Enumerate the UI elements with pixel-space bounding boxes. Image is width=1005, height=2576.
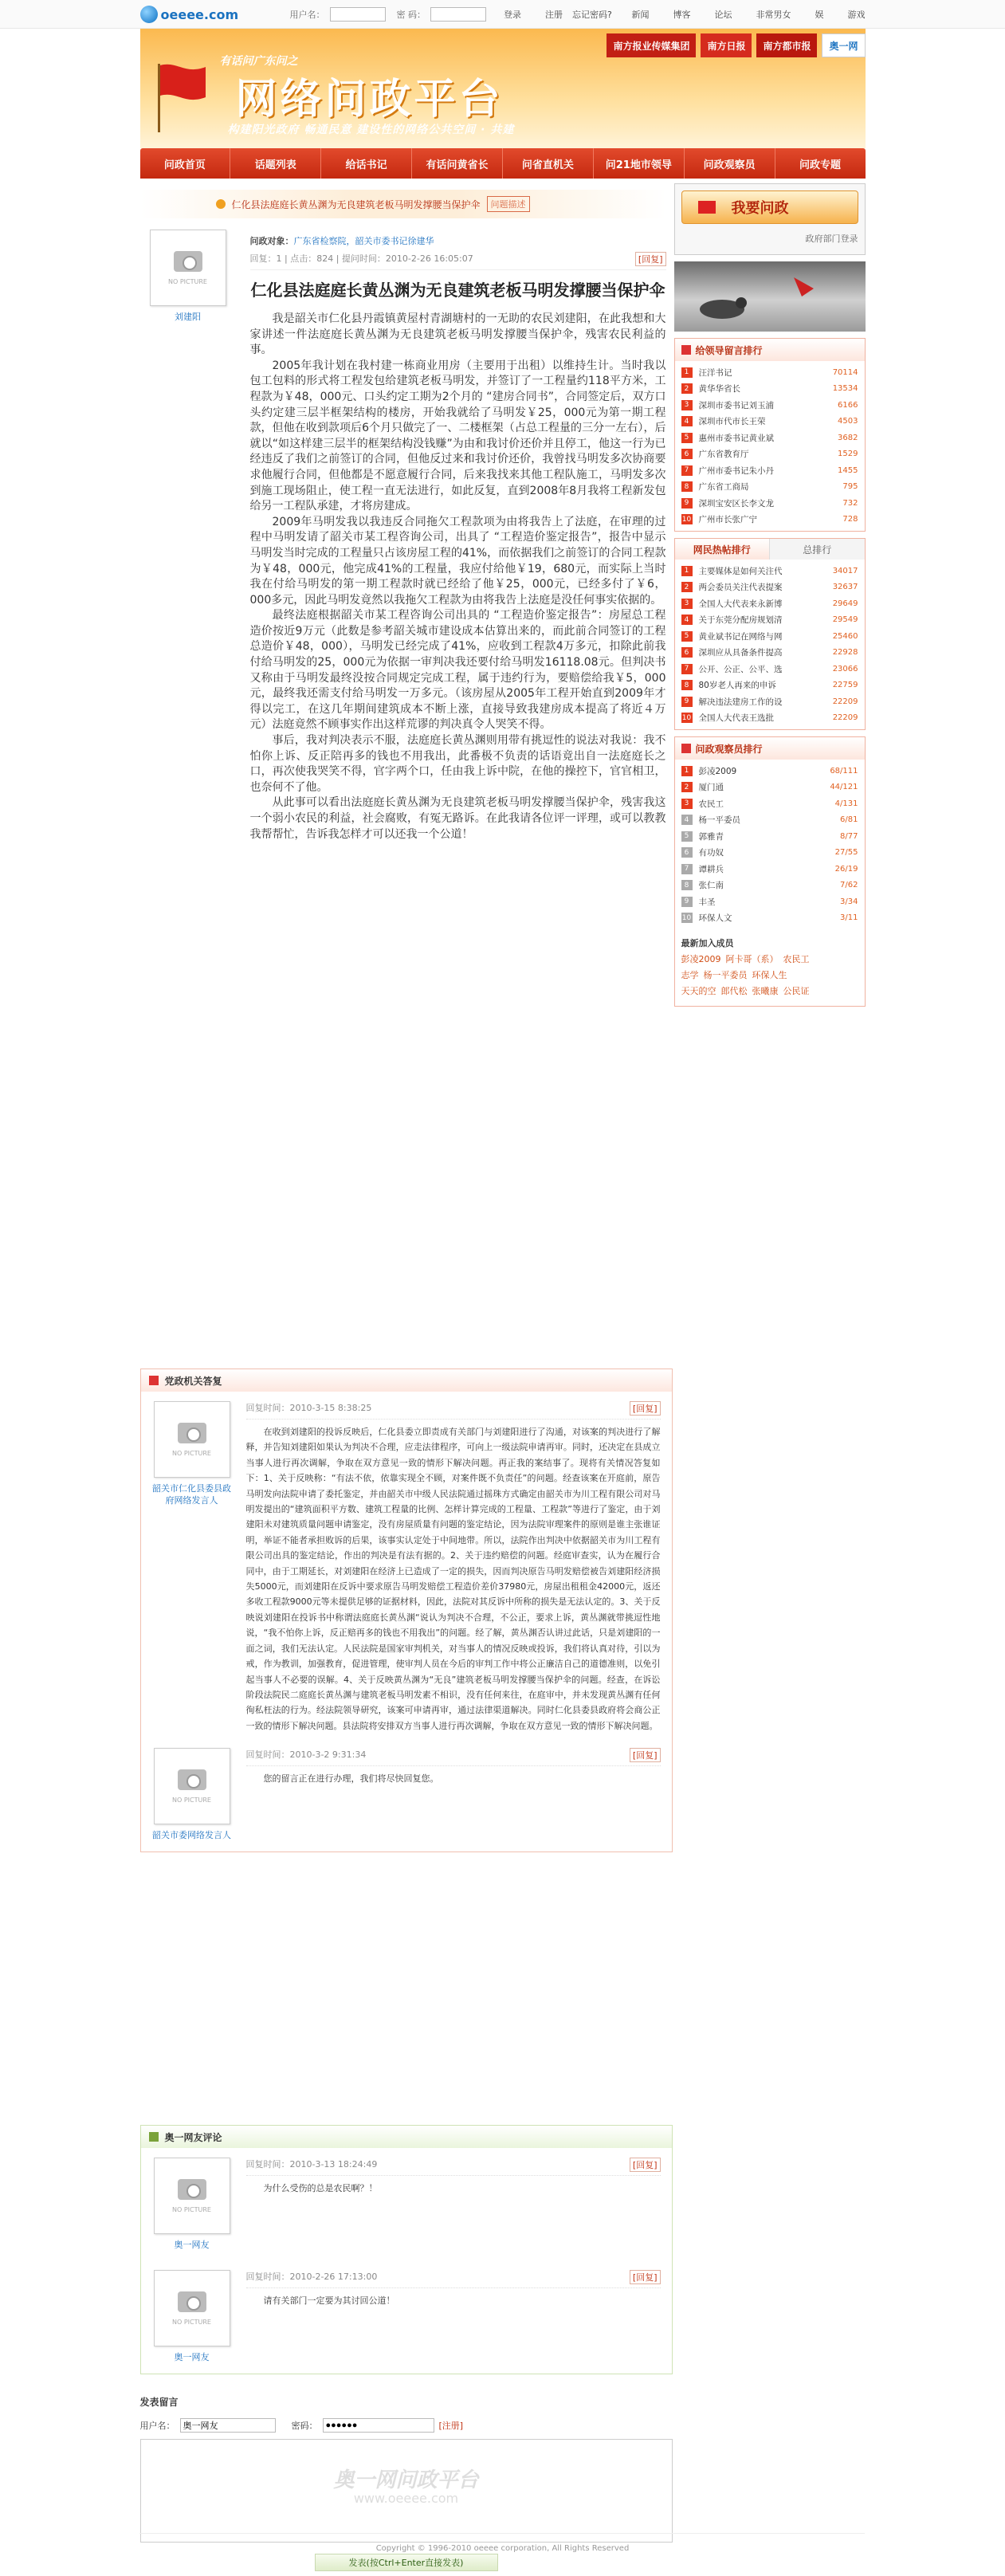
rank-row[interactable] — [681, 512, 858, 528]
comment-textarea[interactable]: 奥一网问政平台 www.oeeee.com — [140, 2439, 673, 2543]
site-logo[interactable]: oeeee.com — [140, 6, 252, 23]
rank-row[interactable] — [681, 381, 858, 398]
member-link[interactable]: 天天的空 — [681, 986, 716, 996]
rank-number: 10 — [681, 913, 692, 922]
toplink-news[interactable]: 新闻 — [631, 10, 650, 20]
rank-number: 8 — [681, 481, 693, 492]
comment-time: 回复时间：2010-2-26 17:13:00 — [245, 2272, 378, 2283]
flag-icon — [698, 201, 716, 214]
username-input[interactable] — [330, 7, 386, 22]
form-title: 发表留言 — [139, 2397, 179, 2408]
rank-row[interactable] — [681, 893, 858, 910]
question-stats: 回复：1 | 点击：824 | 提问时间：2010-2-26 16:05:07 — [249, 253, 473, 264]
commenter-name[interactable]: 奥一网友 — [174, 2352, 210, 2363]
reply-text: 在收到刘建阳的投诉反映后，仁化县委立即责成有关部门与刘建阳进行了沟通，对该案的判决进行了解释，并告知刘建阳如果认为判决不合理，应走法律程序，可向上一级法院申请再审。同时，还决定在县成立当事人进行再次调解，争取在双方意见一致的情形下解决问题。再正我的案结事了。现将有关情况答复如下：1、关于反映称：“有法不依，依靠实现全不顾，对案件既不负责任”的问题。经查该案在开庭前，原告马明发向法院申请了委托鉴定，并由韶关市中级人民法院通过摇珠方式确定由韶关市为川工程有限公司对马明发提出的“建筑面积平方数、建筑工程量的比例、怎样计算完成的工程量、工程款”等进行了鉴定，由于刘建阳未对建筑质量问题申请鉴定，没有房屋质量有问题的鉴定结论，因为法院审理案件的原则是谁主张谁证明，举证不能者承担败诉的后果，该事实认定处于中间地带。所以，法院作出判决中依据韶关市为川工程有限公司出具的鉴定结论，作出的判决是有法有据的。2、关于违约赔偿的问题。经庭审查实，认为在履行合同中，由于工期延长，对刘建阳在经济上已造成了一定的损失，因而判决原告马明发赔偿被告刘建阳经济损失5000元，而刘建阳在反诉中要求原告马明发赔偿工程造价差价37980元，房屋出租租金42000元，返还多收工程款9000元等未提供足够的证据材料，因此，法院对其反诉中所称的损失是无法认定的。3、关于反映说刘建阳在投诉书中称谓法庭庭长黄丛渊“说认为判决不合理，不公正，要求上诉，黄丛渊就带挑逗性地说，“我不怕你上诉，反正赔再多的钱也不用我出”的问题。经了解，黄丛渊否认讲过此话，只是刘建阳的一面之词，我们无法认定。人民法院是国家审判机关，对当事人的情况反映或投诉，我们将认真对待，引以为戒，作为教训，加强教育，促进管理，使审判人员在今后的审判工作中将公正廉洁自己的道德准则，以免引起当事人不必要的误解。4、关于反映黄丛渊为“无良”建筑老板马明发撑腰当保护伞的问题。经查，在诉讼阶段法院民二庭庭长黄丛渊与建筑老板马明发素不相识，没有任何来往，在庭审中，并未发现黄丛渊有任何徇私枉法的行为。经法院领导研究，该案可申请再审，通过法律渠道解决。同时仁化县委县政府将会商公正一致的情形下解决问题。县法院将安排双方当事人进行再次调解，争取在双方意见一致的情形下解决问题。 — [245, 1427, 661, 1731]
rank-name[interactable]: 两会委员关注代表提案 — [698, 583, 783, 593]
new-members: 最新加入成员 彭凌2009 阿卡哥（系） 农民工 志学 杨一平委员 环保人生 天天的空 郎代松 张曦康 公民证 — [681, 938, 810, 996]
rank-row[interactable] — [681, 661, 858, 677]
article-paragraph: 2009年马明发我以我违反合同拖欠工程款项为由将我告上了法庭，在审理的过程中马明发请了韶关市某工程咨询公司，出具了 “工程造价鉴定报告”，报告中显示马明发当时完成的工程量只占该房屋工程的41%，而依据我们之前签订的合同工程款为￥48，000元，他完成41%的工程量，我应付给他￥19，680元，而实际上当时我在付给马明发的第一期工程款时就已经给了他￥25，000元，已经多付了￥6，000多元，因此马明发竟然以我拖欠工程款为由将我告上法庭是没任何事实依据的。 — [249, 515, 666, 607]
banner-slogan-top: 有话问广东问之 — [219, 55, 298, 68]
nav-governor[interactable]: 有话问黄省长 — [412, 148, 503, 179]
rank-name[interactable]: 张仁南 — [698, 881, 724, 891]
nav-observers[interactable]: 问政观察员 — [685, 148, 775, 179]
comment-password-input[interactable] — [323, 2418, 434, 2433]
top-bar — [0, 0, 1005, 29]
rank-count: 44/121 — [830, 783, 858, 792]
toplink-blog[interactable]: 博客 — [673, 10, 691, 20]
rank-count: 26/19 — [834, 864, 858, 874]
toplink-games[interactable]: 游戏 — [847, 10, 866, 20]
rank-count: 68/111 — [830, 766, 858, 776]
member-link[interactable]: 郎代松 — [720, 986, 748, 996]
target-link[interactable]: 广东省检察院，韶关市委书记徐建华 — [293, 236, 434, 246]
camera-icon — [174, 251, 202, 272]
rank-count: 32637 — [832, 583, 858, 592]
commenter-name[interactable]: 奥一网友 — [174, 2240, 210, 2250]
article-paragraph: 我是韶关市仁化县丹霞镇黄屋村青湖塘村的一无助的农民刘建阳，在此我想和大家讲述一件法庭庭长黄丛渊为无良建筑老板马明发撑腰当保护伞，残害农民利益的事。 — [249, 312, 666, 357]
rank-row[interactable] — [681, 364, 858, 381]
member-link[interactable]: 张曦康 — [752, 986, 779, 996]
rank-row[interactable] — [681, 861, 858, 878]
avatar[interactable]: NO PICTURE — [154, 2158, 230, 2234]
rank-number: 1 — [681, 566, 693, 576]
rank-count: 22928 — [832, 648, 858, 658]
tab-hot-posts[interactable]: 网民热帖排行 — [675, 539, 770, 560]
rank-row[interactable] — [681, 430, 858, 446]
article-title: 仁化县法庭庭长黄丛渊为无良建筑老板马明发撑腰当保护伞 — [250, 281, 665, 300]
rank-row[interactable] — [681, 563, 858, 579]
rank-row[interactable] — [681, 812, 858, 829]
rank-number: 3 — [681, 799, 693, 809]
rank-name[interactable]: 丰圣 — [698, 897, 716, 907]
rank-row[interactable] — [681, 693, 858, 710]
ask-question-button[interactable]: 我要问政 — [681, 190, 858, 224]
rank-name[interactable]: 广东省工商局 — [698, 482, 749, 493]
question-title-strip — [140, 190, 666, 218]
author-name[interactable]: 刘建阳 — [175, 312, 201, 322]
rank-count: 27/55 — [834, 848, 858, 858]
comment-text: 为什么受伤的总是农民啊？！ — [263, 2183, 378, 2193]
rank-name[interactable]: 谭耕兵 — [698, 864, 724, 874]
article-paragraph: 从此事可以看出法庭庭长黄丛渊为无良建筑老板马明发撑腰当保护伞，残害我这一个弱小农民的利益，社会腐败，有冤无路诉。在此我请各位评一评理，或可以教教我帮帮忙，告诉我怎样才可以还我一个公道！ — [249, 796, 666, 841]
rank-number: 2 — [681, 582, 693, 592]
rank-row[interactable] — [681, 795, 858, 812]
rank-number: 4 — [681, 615, 693, 625]
rank-number: 5 — [681, 433, 693, 443]
article-paragraph: 2005年我计划在我村建一栋商业用房（主要用于出租）以维持生计。当时我以包工包料的形式将工程发包给建筑老板马明发，并签订了一工程量约118平方米，工程款为￥48，000元、口头约定工期为2个月的 “建房合同书”，合同签定后，双方口头约定建三层半框架结构的楼房，开始我就给了马明发￥25，000元为第一期工程款，但他在收到款项后6个月只做完了一、二楼框架（占总工程量的三分一左右），后就以“如这样建三层半的框架结构没钱赚”为由和我讨价还价并且停工，他这一行为已经违反了我们之前签订的合同，但他反过来和我讨价还价，我曾找马明发多次协商要求他履行合同，但他都是不愿意履行合同，后来我找来其他工程队施工，马明发多次到施工现场阻止，使工程一直无法进行，如此反复，直到2008年8月我将工程新发包给另一工程队承建，才将房建成。 — [249, 359, 666, 513]
footer-copyright: Copyright © 1996-2010 oeeee corporation, All Rights Reserved — [375, 2544, 630, 2553]
member-link[interactable]: 农民工 — [783, 954, 810, 964]
flag-icon — [681, 744, 691, 753]
rank-number: 8 — [681, 880, 693, 890]
gov-reply — [141, 1743, 672, 1851]
article-paragraph: 最终法庭根据韶关市某工程咨询公司出具的 “工程造价鉴定报告”：房屋总工程造价按近9万元（此数是参考韶关城市建设成本估算出来的，而此前合同签订的工程总造价￥48，000），马明发已经完成了41%，应收到工程款4万多元，扣除此前我付给马明发的25，000元为依据一审判决我还要付给马明发16118.08元。但判决书又称由于马明发最终没按合同规定完成工程，属于违约行为，要赔偿给我￥5，000元，最终我还需支付给马明发一万多元。（该房屋从2005年工程开始直到2009年才得以完工，在这几年期间建筑成本不断上涨，直接导致我建房成本提高了将近４万元）法庭竟然不顾事实作出这样荒谬的判决真令人哭笑不得。 — [249, 609, 666, 732]
rank-row[interactable] — [681, 828, 858, 845]
rank-count: 7/62 — [840, 881, 858, 890]
rank-count: 795 — [842, 482, 858, 492]
rank-number: 6 — [681, 647, 693, 658]
right-sidebar — [674, 183, 866, 1007]
rank-row[interactable] — [681, 710, 858, 727]
rank-count: 6/81 — [840, 815, 858, 825]
reply-button[interactable]: [回复] — [630, 1748, 661, 1762]
rank-row[interactable] — [681, 628, 858, 645]
gov-reply — [141, 1392, 672, 1743]
dove-image — [674, 261, 866, 332]
gov-reply-section: 党政机关答复 NO PICTURE 韶关市仁化县委县政府网络发言人 回复时间：2010-3-15 8:38:25 [回复] 在收到刘建阳的投诉反映后，仁化县委立即责成有关部门与刘建阳进行了沟通，对该案的判决进行了解释，并告知刘建阳如果认为判决不合理，应走法律程序，可向上一级法院申请再审。同时，还决定在县成立当事人进行再次调解，争取在双方意见一致的情形下解决问题。再正我的案结事了。现将有关情况答复如下：1、关于反映称：“有法不依，依靠实现全不顾，对案件既不负责任”的问题。经查该案在开庭前，原告马明发向法院申请了委托鉴定，并由韶关市中级人民法院通过摇珠方式确定由韶关市为川工程有限公司对马明发提出的“建筑面积平方数、建筑工程量的比例、怎样计算完成的工程量、工程款”等进行了鉴定，由于刘建阳未对建筑质量问题申请鉴定，没有房屋质量有问题的鉴定结论，因为法院审理案件的原则是谁主张谁证明，举证不能者承担败诉的后果，该事实认定处于中间地带。所以，法院作出判决中依据韶关市为川工程有限公司出具的鉴定结论，作出的判决是有法有据的。2、关于违约赔偿的问题。经庭审查实，认为在履行合同中，由于工期延长，对刘建阳在经济上已造成了一定的损失，因而判决原告马明发赔偿被告刘建阳经济损失5000元，而刘建阳在反诉中要求原告马明发赔偿工程造价差价37980元，房屋出租租金42000元，返还多收工程款9000元等未提供足够的证据材料，因此，法院对其反诉中所称的损失是无法认定的。3、关于反映说刘建阳在投诉书中称谓法庭庭长黄丛渊“说认为判决不合理，不公正，要求上诉，黄丛渊就带挑逗性地说，“我不怕你上诉，反正赔再多的钱也不用我出”的问题。经了解，黄丛渊否认讲过此话，只是刘建阳的一面之词，我们无法认定。人民法院是国家审判机关，对当事人的情况反映或投诉，我们将认真对待，引以为戒，作为教训，加强教育，促进管理，使审判人员在今后的审判工作中将公正廉洁自己的道德准则，以免引起当事人不必要的误解。4、关于反映黄丛渊为“无良”建筑老板马明发撑腰当保护伞的问题。经查，在诉讼阶段法院民二庭庭长黄丛渊与建筑老板马明发素不相识，没有任何来往，在庭审中，并未发现黄丛渊有任何徇私枉法的行为。经法院领导研究，该案可申请再审，通过法律渠道解决。同时仁化县委县政府将会商公正一致的情形下解决问题。县法院将安排双方当事人进行再次调解，争取在双方意见一致的情形下解决问题。 NO PICTURE 韶关市委网络发言人 回复时间：2010-3-2 9:31:34 [回复] 您的留言正在进行办理，我们将尽快回复您。 — [140, 1368, 673, 1852]
rank-number: 2 — [681, 383, 693, 394]
tab-total[interactable]: 总排行 — [769, 539, 865, 560]
rank-row[interactable] — [681, 845, 858, 862]
rank-row[interactable] — [681, 779, 858, 796]
ad-nfdaily[interactable]: 南方日报 — [701, 33, 752, 57]
reply-time: 回复时间：2010-3-2 9:31:34 — [245, 1749, 367, 1761]
rank-number: 10 — [681, 515, 692, 524]
member-link[interactable]: 环保人生 — [752, 970, 787, 980]
rank-row[interactable] — [681, 878, 858, 894]
rank-name[interactable]: 惠州市委书记黄业斌 — [698, 433, 774, 443]
avatar[interactable]: NO PICTURE — [150, 230, 226, 306]
rank-name[interactable]: 黄华华省长 — [698, 384, 740, 395]
login-link[interactable]: 登录 — [504, 10, 521, 20]
rank-row[interactable] — [681, 446, 858, 463]
hot-posts-ranking — [674, 538, 866, 730]
username-label: 用户名： — [289, 10, 325, 20]
article-paragraph: 事后，我对判决表示不服，法庭庭长黄丛渊则用带有挑逗性的说法对我说：我不怕你上诉、反正陪再多的钱也不用我出，此番极不负责的话语竟出自一法庭庭长之口，再次使我哭笑不得，官字两个口，任由我上诉中院，在他的操控下，官官相卫，也奈何不了他。 — [249, 734, 666, 794]
rank-number: 7 — [681, 664, 693, 674]
user-comment — [141, 2260, 672, 2373]
red-flag-icon — [153, 61, 209, 132]
rank-count: 13534 — [832, 384, 858, 394]
banner-photo — [674, 261, 866, 332]
nav-secretary[interactable]: 给话书记 — [321, 148, 412, 179]
rank-count: 34017 — [832, 566, 858, 575]
rank-name[interactable]: 广州市长张广宁 — [698, 515, 757, 525]
rank-row[interactable] — [681, 763, 858, 779]
rank-row[interactable] — [681, 677, 858, 694]
rank-count: 3682 — [838, 433, 858, 442]
rank-number: 3 — [681, 599, 693, 609]
rank-number: 6 — [681, 847, 693, 858]
rank-name[interactable]: 深圳市代市长王荣 — [698, 417, 766, 427]
flag-icon — [681, 345, 691, 355]
forgot-password-link[interactable]: 忘记密码? — [572, 10, 612, 20]
reply-button[interactable]: [回复] — [630, 2270, 661, 2284]
ad-nfgroup[interactable]: 南方报业传媒集团 — [607, 33, 696, 57]
footer-divider — [139, 2533, 865, 2534]
rank-name[interactable]: 广州市委书记朱小丹 — [698, 465, 774, 476]
lock-icon — [149, 2132, 159, 2142]
nav-special[interactable]: 问政专题 — [799, 159, 842, 171]
avatar[interactable]: NO PICTURE — [154, 1401, 230, 1478]
camera-icon — [178, 2179, 206, 2200]
rank-row[interactable] — [681, 479, 858, 496]
comment-time: 回复时间：2010-3-13 18:24:49 — [245, 2159, 378, 2170]
user-comment — [141, 2148, 672, 2260]
rank-name[interactable]: 主要媒体是如何关注代 — [698, 566, 783, 576]
rank-count: 4503 — [838, 417, 858, 426]
rank-name[interactable]: 环保人文 — [698, 913, 732, 924]
avatar[interactable]: NO PICTURE — [154, 2270, 230, 2346]
rank-row[interactable] — [681, 414, 858, 430]
observer-ranking: 问政观察员排行 1 彭凌2009 68/111 2 厦门通 44/121 3 农民工 4/131 4 杨一平委员 6/81 5 郭雅青 8/77 6 有功奴 27/55 7 谭耕兵 26/19 8 张仁南 7/62 9 丰圣 3/34 10 环保人文 3/11 最新加入成员 彭凌2009 阿卡哥（系） 农民工 志学 杨一平委员 环保人生 天天的空 郎代松 张曦康 公民证 — [674, 736, 866, 1007]
rank-count: 25460 — [832, 631, 858, 641]
rank-row[interactable] — [681, 579, 858, 596]
reply-button[interactable]: [回复] — [630, 1401, 661, 1416]
leader-ranking: 给领导留言排行 1 汪洋书记 70114 2 黄华华省长 13534 3 深圳市委书记刘玉浦 6166 4 深圳市代市长王荣 4503 5 惠州市委书记黄业斌 3682 6 广东省教育厅 1529 7 广州市委书记朱小丹 1455 8 广东省工商局 795 9 深圳宝安区长李文龙 732 10 广州市长张广宁 728 — [674, 338, 866, 532]
strip-title: 仁化县法庭庭长黄丛渊为无良建筑老板马明发撑腰当保护伞 — [231, 198, 481, 210]
toplink-forum[interactable]: 论坛 — [714, 10, 732, 20]
rank-name[interactable]: 公开、公正、公平、选 — [698, 664, 783, 674]
rank-number: 9 — [681, 697, 693, 707]
toplink-ent[interactable]: 娱 — [815, 10, 824, 20]
rank-number: 5 — [681, 831, 693, 842]
rank-count: 22209 — [832, 713, 858, 723]
site-banner — [140, 29, 866, 148]
rank-count: 732 — [842, 498, 858, 508]
avatar[interactable]: NO PICTURE — [154, 1748, 230, 1824]
comment-text: 请有关部门一定要为其讨回公道！ — [263, 2295, 395, 2307]
reply-text: 您的留言正在进行办理，我们将尽快回复您。 — [263, 1773, 439, 1785]
rank-name[interactable]: 汪洋书记 — [698, 367, 732, 378]
rank-row[interactable] — [681, 495, 858, 512]
rank-row[interactable] — [681, 595, 858, 612]
nav-city-leaders[interactable]: 问21地市领导 — [594, 148, 685, 179]
ad-oeeee[interactable]: 奥一网 — [822, 33, 865, 57]
camera-icon — [178, 1769, 206, 1790]
rank-row[interactable] — [681, 397, 858, 414]
rank-row[interactable] — [681, 910, 858, 927]
rank-row[interactable] — [681, 645, 858, 662]
ad-nddaily[interactable]: 南方都市报 — [756, 33, 817, 57]
submit-button[interactable]: 发表(按Ctrl+Enter直接发表) — [315, 2554, 498, 2571]
rank-name[interactable]: 黄业斌书记在网络与网 — [698, 631, 783, 642]
member-link[interactable]: 公民证 — [783, 986, 810, 996]
rank-count: 22209 — [832, 697, 858, 706]
rank-count: 6166 — [838, 400, 858, 410]
member-link[interactable]: 彭凌2009 — [681, 954, 721, 964]
rank-count: 22759 — [832, 681, 858, 690]
user-comment-section: 奥一网友评论 NO PICTURE 奥一网友 回复时间：2010-3-13 18:24:49 [回复] 为什么受伤的总是农民啊？！ NO PICTURE 奥一网友 回复时间：2010-2-26 17:13:00 [回复] 请有关部门一定要为其讨回公道！ — [140, 2125, 673, 2374]
rank-number: 5 — [681, 631, 693, 642]
rank-number: 2 — [681, 782, 693, 792]
rank-number: 4 — [681, 416, 693, 426]
question-article — [140, 230, 666, 842]
password-label: 密 码： — [396, 10, 426, 20]
rank-name[interactable]: 关于东莞分配房规划清 — [698, 615, 783, 626]
main-nav — [140, 148, 866, 179]
rank-number: 10 — [681, 713, 692, 722]
rank-name[interactable]: 彭凌2009 — [698, 766, 737, 776]
rank-name[interactable]: 深圳宝安区长李文龙 — [698, 498, 774, 509]
nav-provincial-organs[interactable]: 问省直机关 — [503, 148, 594, 179]
rank-name[interactable]: 深圳市委书记刘玉浦 — [698, 400, 774, 410]
comment-username-input[interactable] — [180, 2418, 276, 2433]
rank-name[interactable]: 郭雅青 — [698, 831, 724, 842]
reply-button[interactable]: [回复] — [635, 252, 666, 266]
rank-number: 8 — [681, 680, 693, 690]
rank-number: 7 — [681, 465, 693, 476]
rank-count: 29649 — [832, 599, 858, 608]
rank-count: 3/11 — [840, 913, 858, 923]
reply-time: 回复时间：2010-3-15 8:38:25 — [245, 1403, 372, 1413]
rank-count: 4/131 — [834, 799, 858, 808]
banner-title: 网络问政平台 — [235, 76, 504, 124]
rank-name[interactable]: 全国人大代表王选批 — [698, 713, 774, 724]
rank-row[interactable] — [681, 612, 858, 629]
rank-count: 728 — [842, 515, 858, 524]
rank-number: 1 — [681, 766, 693, 776]
globe-icon — [140, 6, 158, 23]
rank-name[interactable]: 厦门通 — [698, 783, 724, 793]
rank-number: 7 — [681, 864, 693, 874]
describe-button[interactable]: 问题描述 — [487, 196, 530, 212]
member-link[interactable]: 阿卡哥（系） — [725, 954, 779, 964]
rank-row[interactable] — [681, 462, 858, 479]
reply-button[interactable]: [回复] — [630, 2158, 661, 2172]
rank-name[interactable]: 农民工 — [698, 799, 724, 809]
rank-count: 70114 — [832, 367, 858, 377]
rank-number: 9 — [681, 498, 693, 509]
nav-topics[interactable]: 话题列表 — [230, 148, 321, 179]
banner-slogan: 构建阳光政府 畅通民意 建设性的网络公共空间 · 共建 — [227, 124, 515, 136]
rank-name[interactable]: 有功奴 — [698, 848, 724, 858]
rank-number: 4 — [681, 815, 693, 825]
responder-name[interactable]: 韶关市委网络发言人 — [152, 1830, 231, 1841]
camera-icon — [178, 2291, 206, 2312]
rank-name[interactable]: 深圳应从具备条件提高 — [698, 648, 783, 658]
rank-number: 1 — [681, 367, 693, 378]
register-link[interactable]: [注册] — [438, 2421, 464, 2431]
rank-count: 23066 — [832, 664, 858, 673]
rank-count: 1455 — [838, 465, 858, 475]
nav-home[interactable]: 问政首页 — [140, 148, 231, 179]
rank-count: 3/34 — [840, 897, 858, 906]
responder-name[interactable]: 韶关市仁化县委县政府网络发言人 — [152, 1483, 231, 1506]
flag-icon — [149, 1376, 159, 1385]
password-input[interactable] — [430, 7, 486, 22]
rank-name[interactable]: 杨一平委员 — [698, 815, 740, 826]
question-target: 问政对象：广东省检察院，韶关市委书记徐建华 — [249, 236, 434, 246]
rank-number: 3 — [681, 400, 693, 410]
rank-name[interactable]: 全国人大代表来永新博 — [698, 599, 783, 609]
rank-name[interactable]: 广东省教育厅 — [698, 450, 749, 460]
rank-count: 8/77 — [840, 831, 858, 841]
rank-name[interactable]: 80岁老人再来的申诉 — [698, 681, 776, 691]
watermark: 奥一网问政平台 — [333, 2468, 479, 2492]
rank-count: 1529 — [838, 450, 858, 459]
rank-number: 9 — [681, 897, 693, 907]
member-link[interactable]: 杨一平委员 — [703, 970, 748, 980]
camera-icon — [178, 1423, 206, 1443]
dept-login-link[interactable]: 政府部门登录 — [805, 234, 858, 244]
gold-badge-icon — [216, 199, 226, 209]
rank-count: 29549 — [832, 615, 858, 625]
comment-form: 发表留言 用户名： 奥一网友 密码： ●●●●●● [注册] 奥一网问政平台 www.oeeee.com 发表(按Ctrl+Enter直接发表) — [140, 2389, 673, 2571]
rank-number: 6 — [681, 449, 693, 459]
rank-name[interactable]: 解决违法建房工作的设 — [698, 697, 783, 707]
member-link[interactable]: 志学 — [681, 970, 699, 980]
toplink-dating[interactable]: 非常男女 — [756, 10, 791, 20]
register-link[interactable]: 注册 — [545, 10, 563, 20]
